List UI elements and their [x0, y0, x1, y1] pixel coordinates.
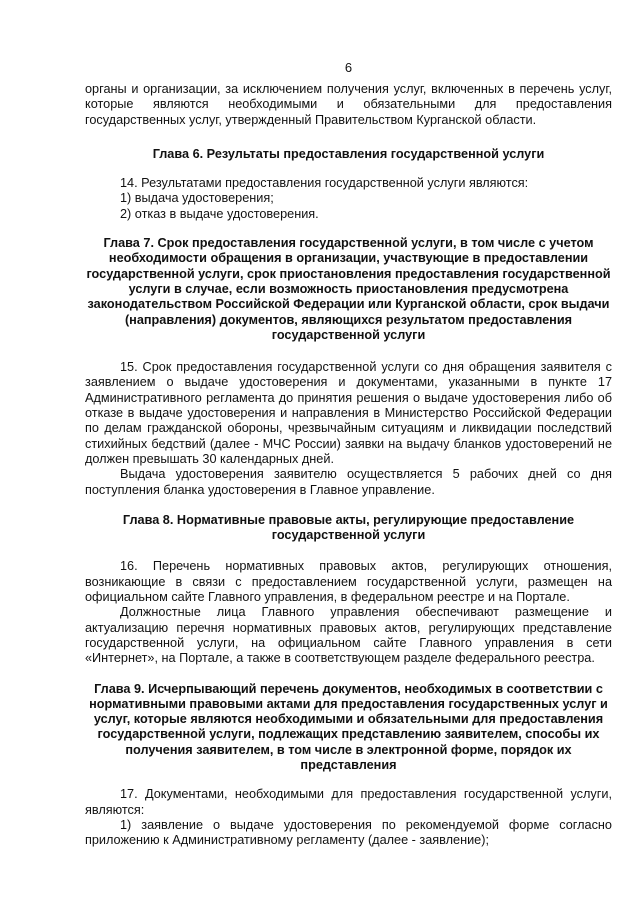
list-item-2: 2) отказ в выдаче удостоверения.: [120, 206, 319, 221]
chapter-8-heading: Глава 8. Нормативные правовые акты, регулирующие предоставление государственной услуги: [122, 512, 575, 543]
page-number: 6: [344, 60, 353, 75]
paragraph-15: 15. Срок предоставления государственной услуги со дня обращения заявителя с заявлением о выдаче удостоверения и документами, указанными в пункте 17 Административного регламента до принятия решения о выдаче удостоверения либо об отказе в выдаче удостоверения и направления в Министерство Российской Федерации по делам гражданской обороны, чрезвычайным ситуациям и ликвидации последствий стихийных бедствий (далее - МЧС России) заявки на выдачу бланков удостоверений не должен превышать 30 календарных дней.: [85, 360, 612, 466]
intro-paragraph: органы и организации, за исключением получения услуг, включенных в перечень услуг, которые являются необходимыми и обязательными для предоставления государственных услуг, утвержденный Правительством Курганской области.: [85, 82, 612, 127]
chapter-9-heading: Глава 9. Исчерпывающий перечень документов, необходимых в соответствии с нормативными правовыми актами для предоставления государственных услуг и услуг, которые являются необходимыми и обязательными для предоставления государственной услуги, подлежащих представлению заявителем, способы их получения заявителем, в том числе в электронной форме, порядок их представления: [89, 681, 608, 772]
paragraph-16-officials: Должностные лица Главного управления обеспечивают размещение и актуализацию перечня нормативных правовых актов, регулирующих представление государственной услуги, на официальном сайте Главного управления в сети «Интернет», на Портале, а также в соответствующем разделе федерального реестра.: [85, 605, 612, 666]
paragraph-14: 14. Результатами предоставления государственной услуги являются:: [120, 176, 529, 191]
list-item-1: 1) выдача удостоверения;: [120, 191, 274, 206]
chapter-7-heading: Глава 7. Срок предоставления государственной услуги, в том числе с учетом необходимости обращения в организации, участвующие в предоставлении государственной услуги, срок приостановления предоставления государственной услуги в случае, если возможность приостановления предусмотрена законодательством Российской Федерации или Курганской области, срок выдачи (направления) документов, являющихся результатом предоставления государственной услуги: [86, 236, 611, 342]
paragraph-16: 16. Перечень нормативных правовых актов, регулирующих отношения, возникающие в связи с предоставлением государственной услуги, размещен на официальном сайте Главного управления, в федеральном реестре и на Портале.: [85, 559, 612, 605]
chapter-6-heading: Глава 6. Результаты предоставления государственной услуги: [152, 146, 545, 161]
page-content: [85, 60, 612, 848]
paragraph-15-delivery: Выдача удостоверения заявителю осуществляется 5 рабочих дней со дня поступления бланка удостоверения в Главное управление.: [85, 467, 612, 497]
paragraph-17: 17. Документами, необходимыми для предоставления государственной услуги, являются:: [85, 787, 612, 817]
paragraph-17-item-1: 1) заявление о выдаче удостоверения по рекомендуемой форме согласно приложению к Административному регламенту (далее - заявление);: [85, 817, 612, 848]
